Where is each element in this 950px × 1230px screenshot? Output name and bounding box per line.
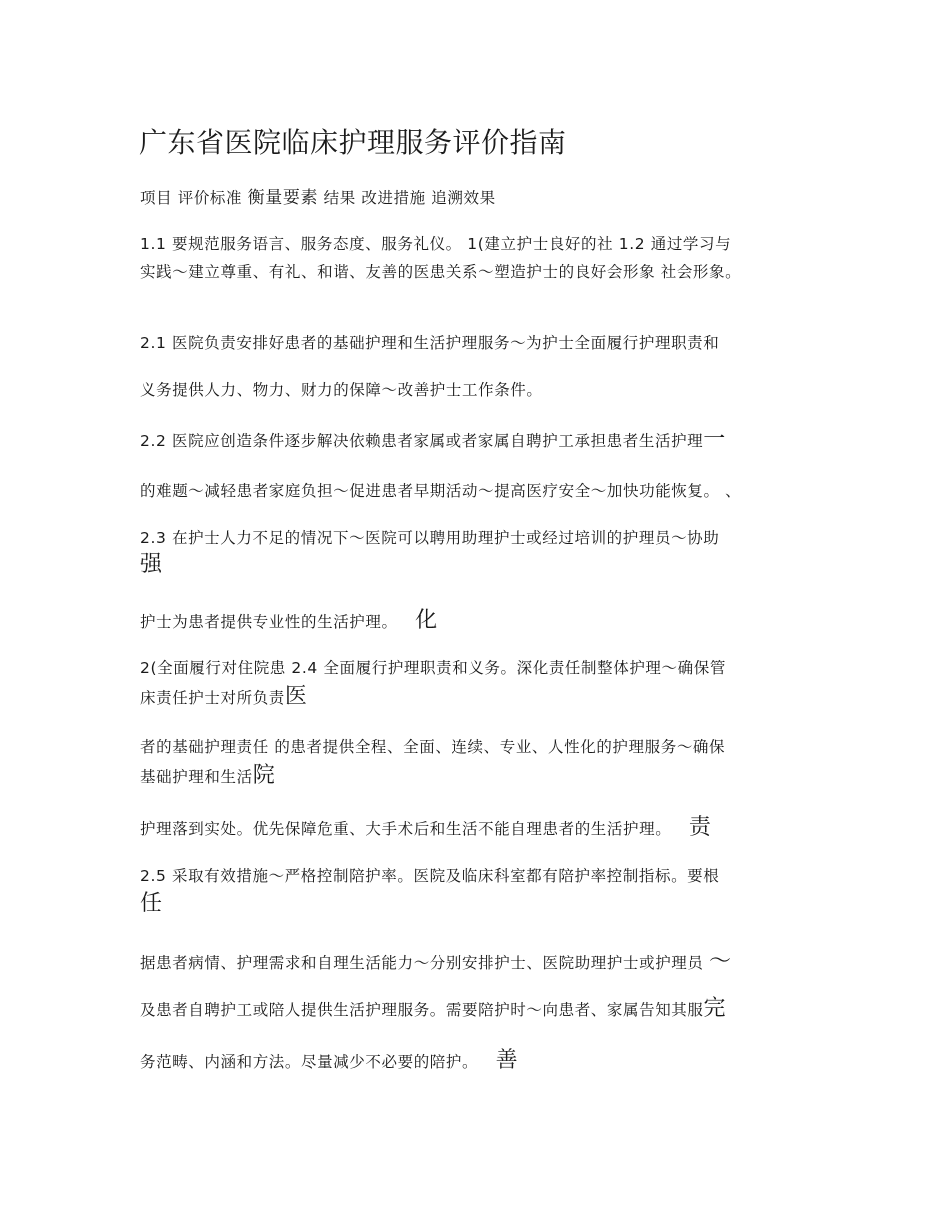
margin-char: 化 xyxy=(415,608,438,633)
margin-char: 医 xyxy=(284,684,308,709)
text-segment: 护理落到实处。优先保障危重、大手术后和生活不能自理患者的生活护理。 xyxy=(140,820,672,838)
header-trace: 追溯效果 xyxy=(431,189,496,207)
text-line: 2.3 在护士人力不足的情况下～医院可以聘用助理护士或经过培训的护理员～协助 xyxy=(140,529,720,547)
margin-char: 完 xyxy=(703,996,727,1021)
text-line xyxy=(140,758,275,789)
header-measure: 衡量要素 xyxy=(247,188,319,208)
header-criteria: 评价标准 xyxy=(177,189,243,207)
header-project: 项目 xyxy=(140,189,173,207)
text-segment: 据患者病情、护理需求和自理生活能力～分别安排护士、医院助理护士或护理员 xyxy=(140,954,704,972)
text-line: 2(全面履行对住院患 2.4 全面履行护理职责和义务。深化责任制整体护理～确保管 xyxy=(140,659,726,677)
document-title: 广东省医院临床护理服务评价指南 xyxy=(139,126,567,159)
margin-char: 善 xyxy=(495,1048,519,1073)
text-segment: 护士为患者提供专业性的生活护理。 xyxy=(140,613,398,631)
text-line xyxy=(140,944,732,975)
text-line: 2.5 采取有效措施～严格控制陪护率。医院及临床科室都有陪护率控制指标。要根 xyxy=(140,867,720,885)
text-segment: 及患者自聘护工或陪人提供生活护理服务。需要陪护时～向患者、家属告知其服 xyxy=(140,1001,704,1019)
margin-char: 院 xyxy=(252,763,276,788)
header-result: 结果 xyxy=(323,189,356,207)
text-segment: 床责任护士对所负责 xyxy=(140,689,285,707)
text-line: 1.1 要规范服务语言、服务态度、服务礼仪。 1(建立护士良好的社 1.2 通过学习与 xyxy=(140,235,732,253)
margin-char: 强 xyxy=(140,552,163,577)
margin-char: 任 xyxy=(140,891,163,916)
text-line xyxy=(140,991,726,1022)
text-line: 2.1 医院负责安排好患者的基础护理和生活护理服务～为护士全面履行护理职责和 xyxy=(140,334,720,352)
text-segment: 2.2 医院应创造条件逐步解决依赖患者家属或者家属自聘护工承担患者生活护理 xyxy=(140,432,704,450)
text-line: 实践～建立尊重、有礼、和谐、友善的医患关系～塑造护士的良好会形象 社会形象。 xyxy=(140,263,742,281)
text-line: 义务提供人力、物力、财力的保障～改善护士工作条件。 xyxy=(140,381,543,399)
text-line xyxy=(140,679,308,710)
text-line: 的难题～减轻患者家庭负担～促进患者早期活动～提高医疗安全～加快功能恢复。 、 xyxy=(140,482,742,500)
header-improve: 改进措施 xyxy=(361,189,426,207)
text-line xyxy=(140,603,438,634)
margin-char: 责 xyxy=(688,815,712,840)
text-line: 者的基础护理责任 的患者提供全程、全面、连续、专业、人性化的护理服务～确保 xyxy=(140,738,726,756)
margin-char: 一 xyxy=(703,427,726,452)
text-segment: 务范畴、内涵和方法。尽量减少不必要的陪护。 xyxy=(140,1053,479,1071)
text-segment: 基础护理和生活 xyxy=(140,768,253,786)
table-header xyxy=(140,183,496,208)
margin-char: ～ xyxy=(709,949,732,974)
text-line xyxy=(140,422,726,453)
text-line xyxy=(140,1043,518,1074)
text-line xyxy=(140,810,711,841)
